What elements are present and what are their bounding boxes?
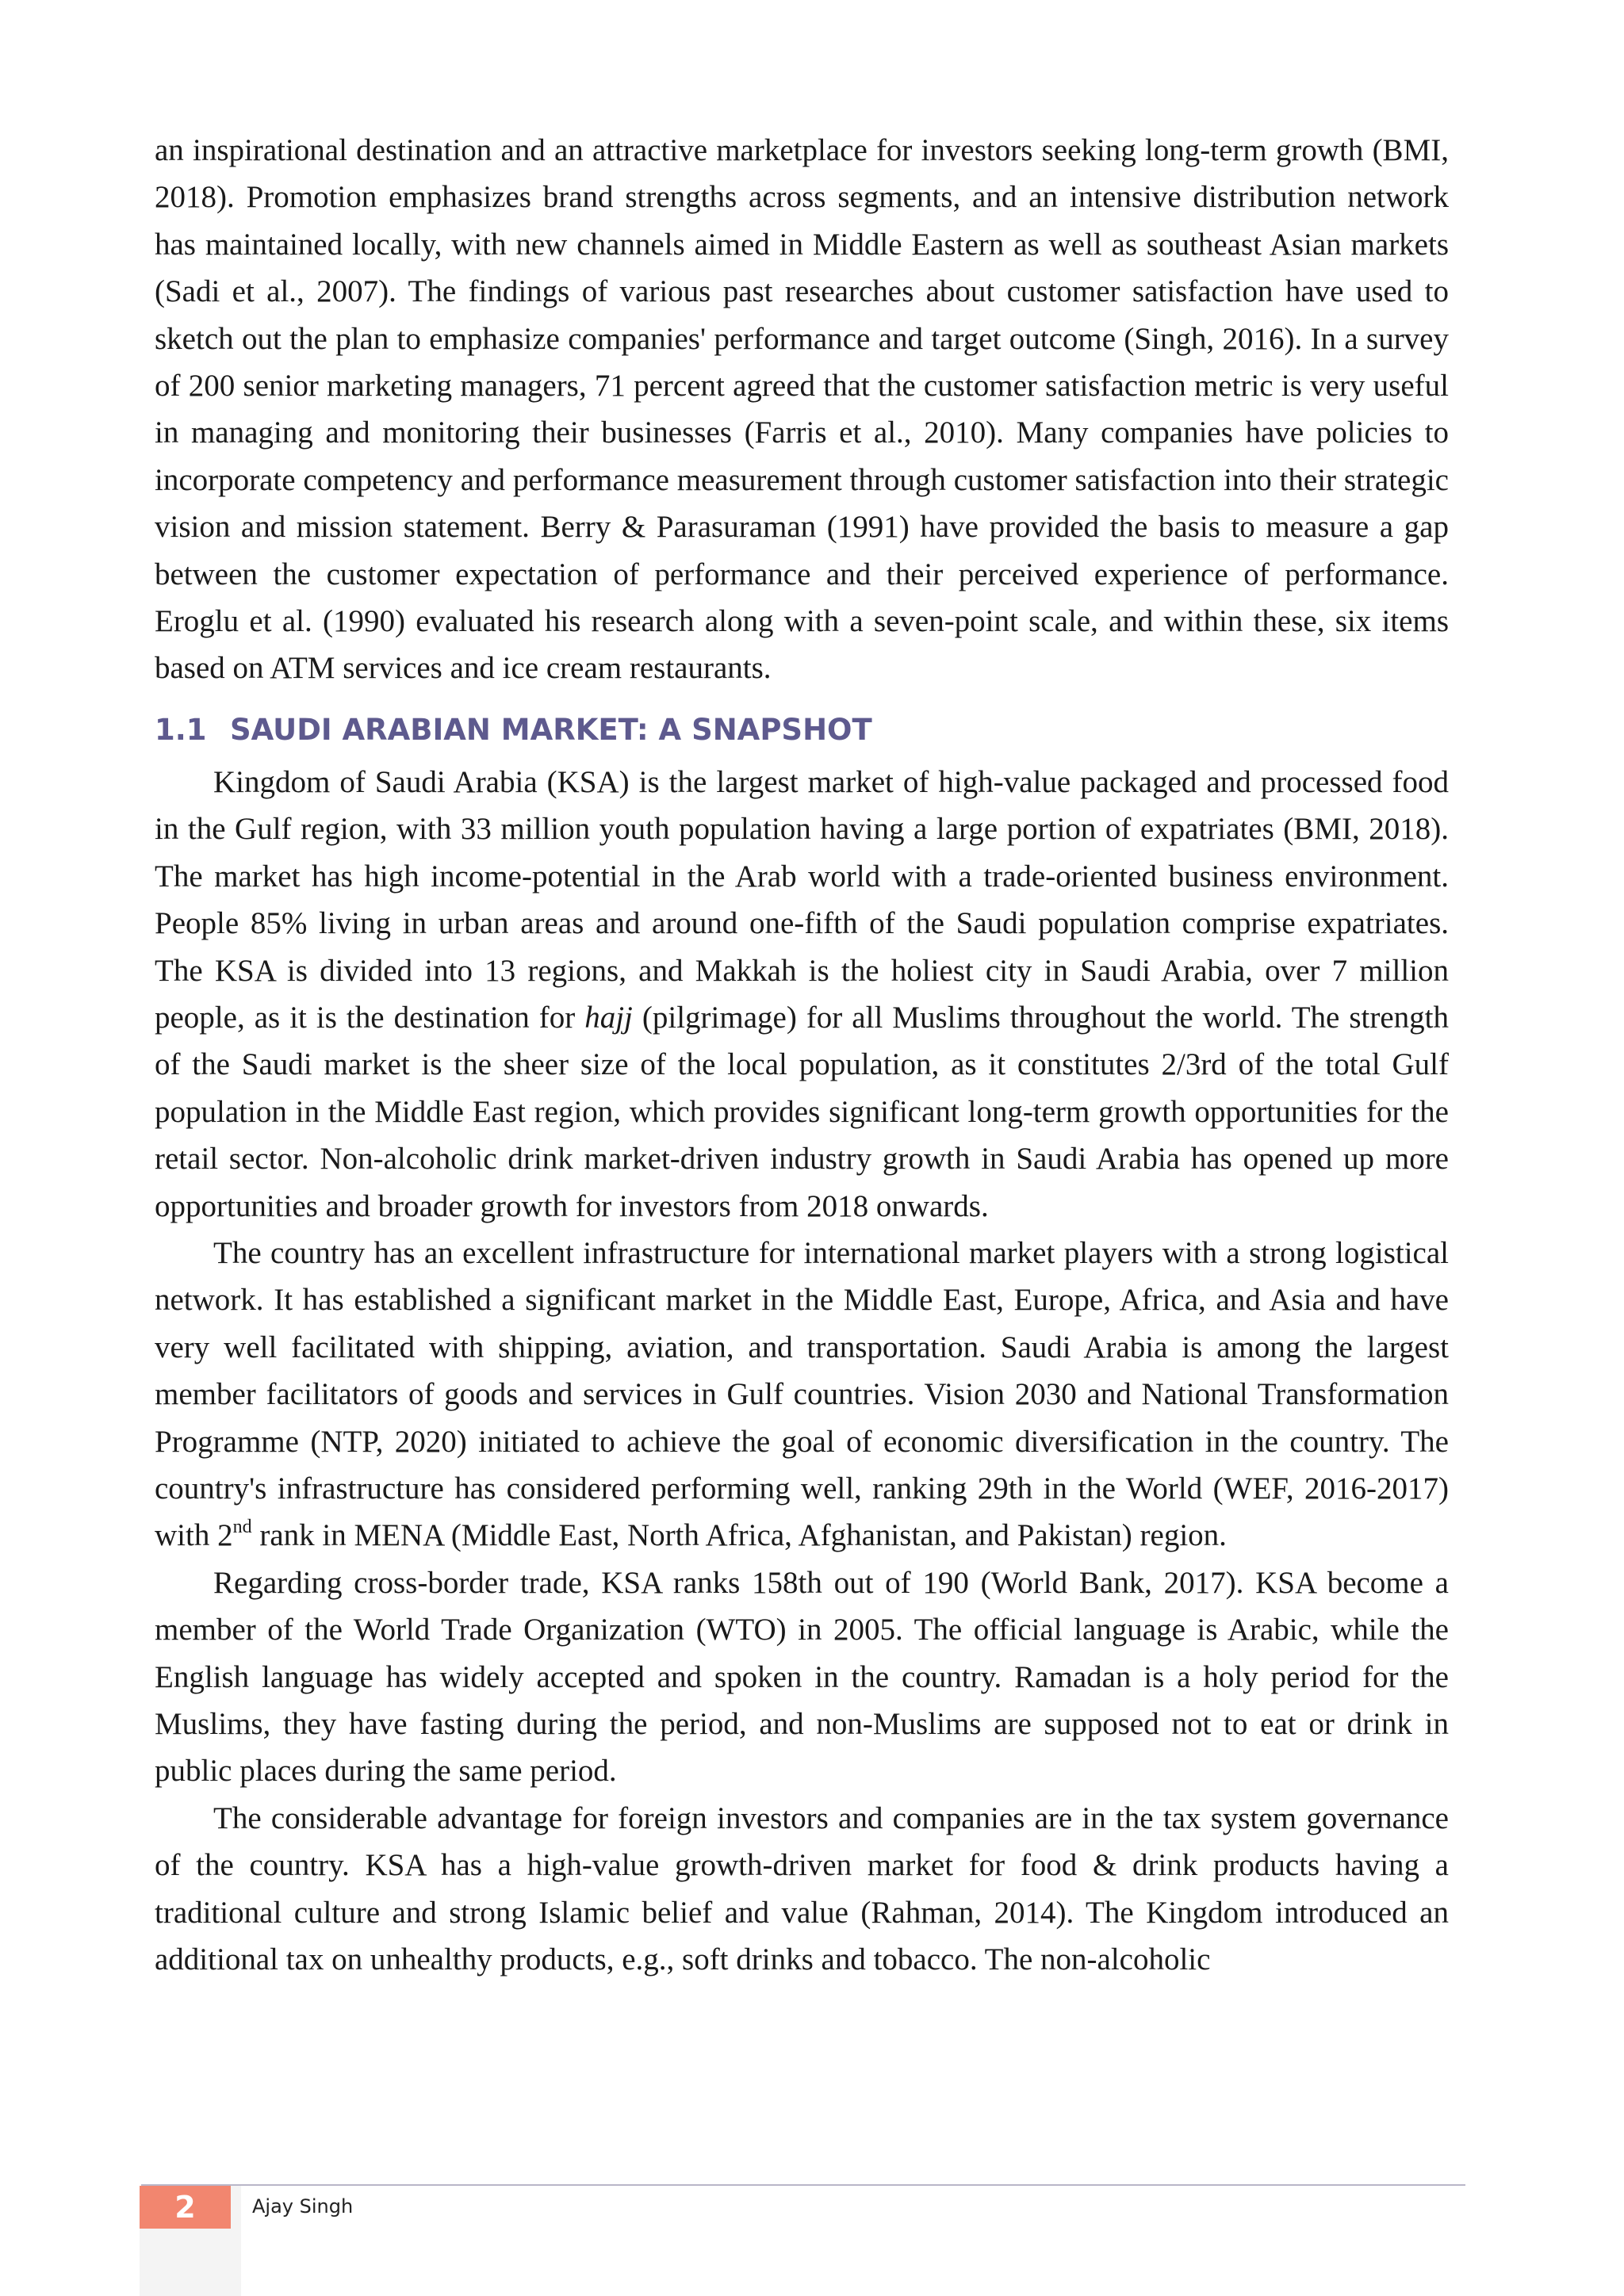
page-number: 2 [140,2186,231,2229]
section-title: SAUDI ARABIAN MARKET: A SNAPSHOT [230,712,872,747]
paragraph-infrastructure [155,1230,1449,1559]
superscript: nd [232,1517,252,1538]
italic-term: hajj [584,1000,633,1035]
footer-author: Ajay Singh [252,2195,354,2218]
paragraph-cross-border-trade: Regarding cross-border trade, KSA ranks 158th out of 190 (World Bank, 2017). KSA become a member of the World Trade Organization (WTO) in 2005. The official language is Arabic, while the English language has widely accepted and spoken in the country. Ramadan is a holy period for the Muslims, they have fasting during the period, and non-Muslims are supposed not to eat or drink in public places during the same period. [155,1565,1449,1789]
paragraph-intro-continued: an inspirational destination and an attractive marketplace for investors seeking long-term growth (BMI, 2018). Promotion emphasizes brand strengths across segments, and an intensive distribution network has maintained locally, with new channels aimed in Middle Eastern as well as southeast Asian markets (Sadi et al., 2007). The findings of various past researches about customer satisfaction have used to sketch out the plan to emphasize companies' performance and target outcome (Singh, 2016). In a survey of 200 senior marketing managers, 71 percent agreed that the customer satisfaction metric is very useful in managing and monitoring their businesses (Farris et al., 2010). Many companies have policies to incorporate competency and performance measurement through customer satisfaction into their strategic vision and mission statement. Berry & Parasuraman (1991) have provided the basis to measure a gap between the customer expectation of performance and their perceived experience of performance. Eroglu et al. (1990) evaluated his research along with a seven-point scale, and within these, six items based on ATM services and ice cream restaurants. [155,133,1449,686]
paragraph-ksa-market [155,759,1449,1230]
paragraph-text: The country has an excellent infrastructure for international market players with a strong logistical network. It has established a significant market in the Middle East, Europe, Africa, and Asia and have very well facilitated with shipping, aviation, and transportation. Saudi Arabia is among the largest member facilitators of goods and services in Gulf countries. Vision 2030 and National Transformation Programme (NTP, 2020) initiated to achieve the goal of economic diversification in the country. The country's infrastructure has considered performing well, ranking 29th in the World (WEF, 2016-2017) with 2 [155,1235,1449,1553]
paragraph-text: (pilgrimage) for all Muslims throughout the world. The strength of the Saudi market is the sheer size of the local population, as it constitutes 2/3rd of the total Gulf population in the Middle East region, which provides significant long-term growth opportunities for the retail sector. Non-alcoholic drink market-driven industry growth in Saudi Arabia has opened up more opportunities and broader growth for investors from 2018 onwards. [155,1000,1449,1223]
footer-rule [141,2184,1465,2186]
section-heading [155,706,1449,754]
paragraph-text: rank in MENA (Middle East, North Africa, Afghanistan, and Pakistan) region. [251,1518,1227,1553]
paragraph-tax-advantage: The considerable advantage for foreign investors and companies are in the tax system governance of the country. KSA has a high-value growth-driven market for food & drink products having a traditional culture and strong Islamic belief and value (Rahman, 2014). The Kingdom introduced an additional tax on unhealthy products, e.g., soft drinks and tobacco. The non-alcoholic [155,1800,1449,1977]
section-number: 1.1 [155,712,207,747]
main-content [155,127,1449,1983]
paragraph-text: Kingdom of Saudi Arabia (KSA) is the largest market of high-value packaged and processed food in the Gulf region, with 33 million youth population having a large portion of expatriates (BMI, 2018). The market has high income-potential in the Arab world with a trade-oriented business environment. People 85% living in urban areas and around one-fifth of the Saudi population comprise expatriates. The KSA is divided into 13 regions, and Makkah is the holiest city in Saudi Arabia, over 7 million people, as it is the destination for [155,764,1449,1035]
